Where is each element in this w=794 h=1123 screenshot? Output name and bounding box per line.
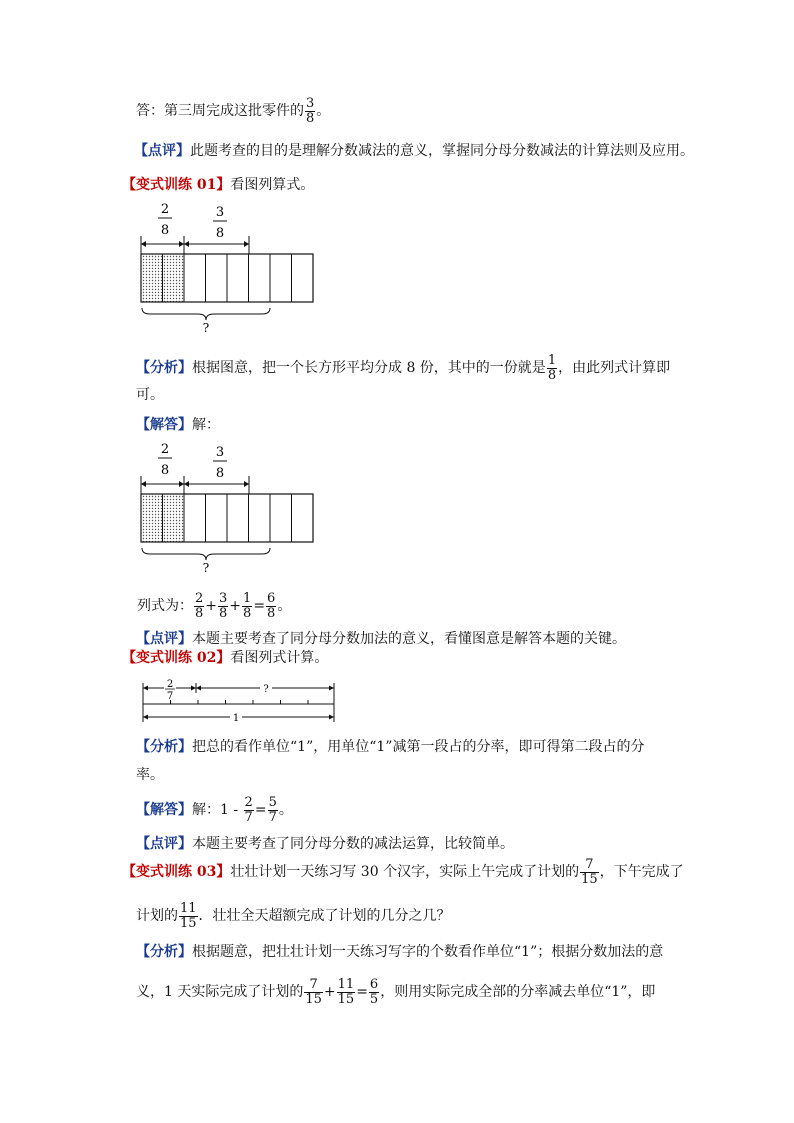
analysis-2: 【分析】把总的看作单位“1”，用单位“1”减第一段占的分率，即可得第二段占的分 <box>136 739 645 755</box>
formula-1: 列式为： $\frac{2}{8}$ + $\frac{3}{8}$ + $\frac{1}{8}$ = $\frac{6}{8}$ 。 <box>137 591 292 621</box>
svg-text:3: 3 <box>215 445 225 460</box>
comment-1: 【点评】本题主要考查了同分母分数加法的意义，看懂图意是解答本题的关键。 <box>136 631 626 647</box>
solution-2: 【解答】解：1 - $\frac{2}{7}$ = $\frac{5}{7}$ 。 <box>136 795 293 825</box>
exercise-03-cont: 计划的 $\frac{11}{15}$ ．壮壮全天超额完成了计划的几分之几？ <box>136 901 451 931</box>
analysis-1: 【分析】根据图意，把一个长方形平均分成 8 份，其中的一份就是 $\frac{1}{8}$ ，由此列式计算即 <box>136 353 671 383</box>
svg-text:2: 2 <box>160 442 170 457</box>
figure-segment-line <box>138 676 338 728</box>
exercise-02-heading: 【变式训练 02】看图列式计算。 <box>122 650 329 666</box>
label-2-8-num: 2 <box>160 202 170 217</box>
analysis-3: 【分析】根据题意，把壮壮计划一天练习写字的个数看作单位“1”；根据分数加法的意 <box>136 944 664 960</box>
svg-text:2: 2 <box>166 679 174 690</box>
label-3-8-den: 8 <box>215 226 225 241</box>
solution-1: 【解答】解： <box>136 417 220 433</box>
svg-text:?: ? <box>263 684 269 695</box>
fraction: $\frac{3}{8}$ <box>306 96 315 126</box>
analysis-1-cont: 可。 <box>136 387 164 403</box>
label-2-8-den: 8 <box>160 223 170 238</box>
answer-line: 答：第三周完成这批零件的 $\frac{3}{8}$ 。 <box>136 96 331 126</box>
analysis-2-cont: 率。 <box>136 767 164 783</box>
fraction: $\frac{1}{8}$ <box>547 353 557 383</box>
analysis-3-cont: 义，1 天实际完成了计划的 $\frac{7}{15}$ + $\frac{11}{15}$ = $\frac{6}{5}$ ，则用实际完成全部的分率减去单位“1”，即 <box>136 977 656 1007</box>
question-mark: ? <box>202 321 210 335</box>
comment-0: 【点评】此题考查的目的是理解分数减法的意义，掌握同分母分数减法的计算法则及应用。 <box>134 143 694 159</box>
figure-rectangle-1 <box>136 198 320 338</box>
svg-text:1: 1 <box>232 713 240 724</box>
exercise-01-heading: 【变式训练 01】看图列算式。 <box>122 177 315 193</box>
svg-text:8: 8 <box>215 466 225 481</box>
comment-2: 【点评】本题主要考查了同分母分数的减法运算，比较简单。 <box>136 836 514 852</box>
label-3-8-num: 3 <box>215 205 225 220</box>
figure-rectangle-2 <box>136 438 320 578</box>
exercise-03-heading: 【变式训练 03】壮壮计划一天练习写 30 个汉字，实际上午完成了计划的 $\frac{7}{15}$ ，下午完成了 <box>122 857 684 887</box>
svg-text:?: ? <box>202 561 210 575</box>
svg-text:7: 7 <box>166 691 174 702</box>
svg-text:8: 8 <box>160 463 170 478</box>
